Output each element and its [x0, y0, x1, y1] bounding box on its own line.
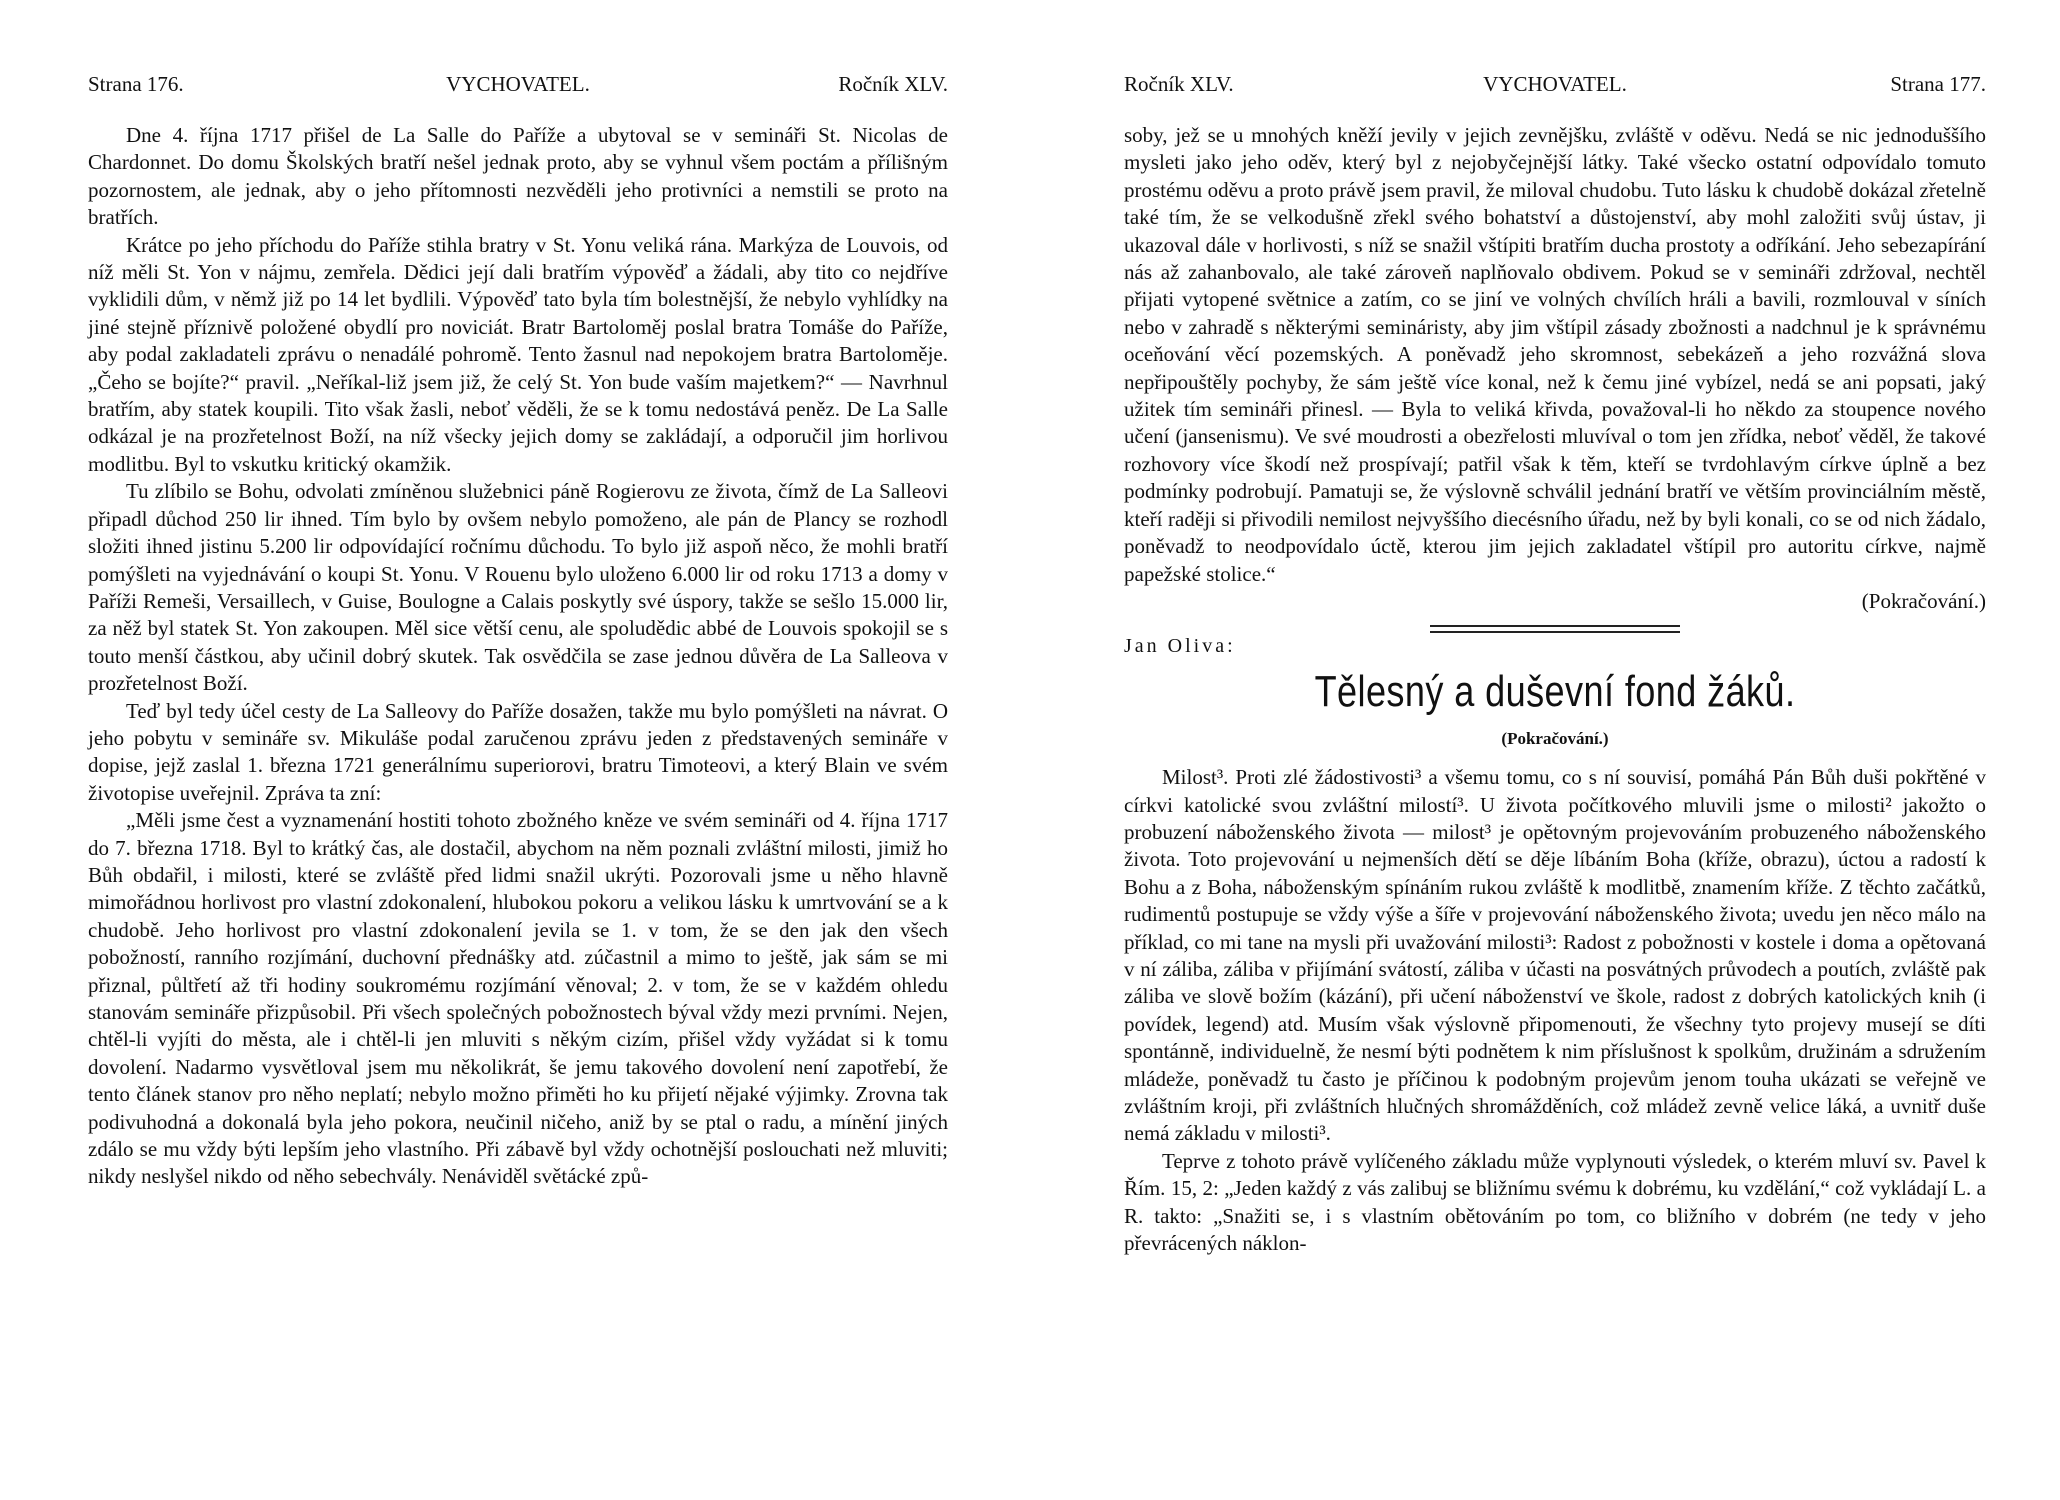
paragraph: Dne 4. října 1717 přišel de La Salle do Paříže a ubytoval se v semináři St. Nicolas de Chardonnet. Do domu Školských bratří nešel jednak proto, aby se vyhnul všem poctám a přílišným pozornostem, ale jednak, aby o jeho přítomnosti nezvěděli jeho protivníci a nemstili se proto na bratřích.: [88, 123, 948, 230]
right-page: [1124, 0, 1986, 1500]
journal-title: VYCHOVATEL.: [1483, 72, 1627, 96]
right-page-body: [1124, 122, 1986, 1257]
continued-label: (Pokračování.): [1861, 588, 1986, 613]
journal-title: VYCHOVATEL.: [446, 72, 590, 96]
left-page-header: [88, 72, 948, 102]
continued-note-row: [1124, 588, 1986, 615]
section-divider: [1430, 625, 1680, 633]
paragraph: Teď byl tedy účel cesty de La Salleovy do Paříže dosažen, takže mu bylo pomýšleti na návrat. O jeho pobytu v semináře sv. Mikuláše podal zaručenou zprávu jeden z představených semináře v dopise, jejž zaslal 1. března 1721 generálnímu superiorovi, bratru Timoteovi, a který Blain ve svém životopise uveřejnil. Zpráva ta zní:: [88, 698, 948, 805]
volume-label: Ročník XLV.: [838, 72, 948, 96]
right-page-header: [1124, 72, 1986, 102]
paragraph: Teprve z tohoto právě vylíčeného základu může vyplynouti výsledek, o kterém mluví sv. Pavel k Řím. 15, 2: „Jeden každý z vás zalibuj se bližnímu svému k dobrému, ku vzdělání,“ což vykládají L. a R. takto: „Snažiti se, i s vlastním obětováním po tom, co bližního v dobrém (ne tedy v jeho převrácených náklon-: [1124, 1148, 1986, 1256]
paragraph: Tu zlíbilo se Bohu, odvolati zmíněnou služebnici páně Rogierovu ze života, čímž de La Salleovi připadl důchod 250 lir ihned. Tím bylo by ovšem nebylo pomoženo, ale pán de Plancy se rozhodl složiti ihned jistinu 5.200 lir odpovídající ročnímu důchodu. To bylo již aspoň něco, že mohli bratří pomýšleti na vyjednávání o koupi St. Yonu. V Rouenu bylo uloženo 6.000 lir od roku 1713 a domy v Paříži Remeši, Versaillech, v Guise, Boulogne a Calais poskytly své úspory, takže se sešlo 15.000 lir, za něž byl statek St. Yon zakoupen. Měl sice větší cenu, ale spoludědic abbé de Louvois spokojil se s touto menší částkou, aby učinil dobrý skutek. Tak osvědčila se zase jednou důvěra de La Salleova v prozřetelnost Boží.: [88, 479, 948, 696]
paragraph: Milost³. Proti zlé žádostivosti³ a všemu tomu, co s ní souvisí, pomáhá Pán Bůh duši pokřtěné v církvi katolické svou zvláštní milostí³. U života počítkového mluvili jsme o milosti² jakožto o probuzení náboženského života — milost³ je opětovným projevováním probuzeného náboženského života. Toto projevování u nejmenších dětí se děje líbáním Boha (kříže, obrazu), úctou a radostí k Bohu a z Boha, náboženským spínáním rukou zvláště k modlitbě, znamením kříže. Z těchto začátků, rudimentů postupuje se vždy výše a šíře v projevování náboženského života; uvedu jen něco málo na příklad, co mi tane na mysli při uvažování milosti³: Radost z pobožnosti v kostele i doma a opětovaná v ní záliba, záliba v přijímání svátostí, záliba v účasti na posvátných průvodech a poutích, zvláště pak záliba ve slově božím (kázání), při učení náboženství ve škole, radost z dobrých katolických knih (i povídek, legend) atd. Musím však výslovně připomenouti, že všechny tyto projevy musejí se díti spontánně, individuelně, že nesmí býti podnětem k nim příslušnost k spolkům, družinám a sdružením mládeže, poněvadž tu často je příčinou k podobným projevům jenom touha ukázati se veřejně ve zvláštním kroji, při zvláštních hlučných shromážděních, což mládež zevně velice láká, a uvnitř duše nemá základu v milosti³.: [1124, 765, 1986, 1146]
page-number: Strana 176.: [88, 72, 184, 96]
left-page-body: [88, 122, 948, 1191]
quoted-paragraph: „Měli jsme čest a vyznamenání hostiti tohoto zbožného kněze ve svém semináři od 4. října 1717 do 7. března 1718. Byl to krátký čas, ale dostačil, abychom na něm poznali zvláštní milosti, jimiž ho Bůh obdařil, i milosti, které se zvláště před lidmi snažil ukrýti. Pozorovali jsme u něho hlavně mimořádnou horlivost pro vlastní zdokonalení, hlubokou pokoru a velikou lásku k umrtvování se a k chudobě. Jeho horlivost pro vlastní zdokonalení jevila se 1. v tom, že se den jak den všech pobožností, ranního rozjímání, duchovní přednášky atd. zúčastnil a mimo to ještě, jak sám se mi přiznal, půltřetí až tři hodiny soukromému rozjímání věnoval; 2. v tom, že se v každém ohledu stanovám semináře přizpůsobil. Při všech společných pobožnostech býval vždy mezi prvními. Nejen, chtěl-li vyjíti do města, ale i chtěl-li jen mluviti s někým cizím, přišel vždy vyžádat si k tomu dovolení. Nadarmo vysvětloval jsem mu několikrát, še jemu takového dovolení není zapotřebí, že tento článek stanov pro něho neplatí; nebylo možno přiměti ho ku přijetí nějaké výjimky. Zrovna tak podivuhodná a dokonalá byla jeho pokora, neučinil ničeho, aniž by se ptal o radu, a mínění jiných zdálo se mu vždy býti lepším jeho vlastního. Při zábavě byl vždy ochotnější poslouchati než mluviti; nikdy neslyšel nikdo od něho sebechvály. Nenáviděl světácké způ-: [88, 808, 948, 1189]
article-author: Jan Oliva:: [1124, 635, 1236, 658]
article-subtitle: (Pokračování.): [1501, 728, 1609, 748]
continued-paragraph: soby, jež se u mnohých kněží jevily v jejich zevnějšku, zvláště v oděvu. Nedá se nic jednoduššího mysleti jako jeho oděv, který byl z nejobyčejnější látky. Také všecko ostatní odpovídalo tomuto prostému oděvu a proto právě jsem pravil, že miloval chudobu. Tuto lásku k chudobě dokázal zřetelně také tím, že se velkodušně zřekl svého bohatství a důstojenství, aby mohl založiti svůj ústav, ji ukazoval dále v horlivosti, s níž se snažil vštípiti bratřím ducha prostoty a odříkání. Jeho sebezapírání nás až zahanbovalo, ale také zároveň naplňovalo obdivem. Pokud se v semináři zdržoval, nechtěl přijati vytopené světnice a zatím, co se jiní ve volných chvílích hráli a bavili, rozmlouval v síních nebo v zahradě s některými semináristy, aby jim vštípil zásady zbožnosti a nadchnul je k správnému oceňování věcí pozemských. A poněvadž jeho skromnost, sebekázeň a jeho rozvážná slova nepřipouštěly pochyby, že sám ještě více konal, než k čemu jiné vybízel, nedá se ani popsati, jaký užitek tím semináři přinesl. — Byla to veliká křivda, považoval-li ho někdo za stoupence nového učení (jansenismu). Ve své moudrosti a obezřelosti mluvíval o tom jen zřídka, neboť věděl, že takové rozhovory více škodí než prospívají; patřil však k těm, kteří se tvrdohlavým církve úplně a bez podmínky podrobují. Pamatuji se, že výslovně schválil jednání bratří ve větším provinciálním městě, kteří raději si přivodili nemilost nejvyššího diecésního úřadu, než by byli konali, co se od nich žádalo, poněvadž to neodpovídalo úctě, kterou jim jejich zakladatel vštípil pro autoritu církve, najmě papežské stolice.“: [1124, 123, 1986, 586]
article-title: Tělesný a duševní fond žáků.: [1314, 666, 1796, 716]
left-page: [88, 0, 948, 1500]
paragraph: Krátce po jeho příchodu do Paříže stihla bratry v St. Yonu veliká rána. Markýza de Louvois, od níž měli St. Yon v nájmu, zemřela. Dědici její dali bratřím výpověď a žádali, aby tito co nejdříve vyklidili dům, v němž již po 14 let bydlili. Výpověď tato byla tím bolestnější, že nebylo vyhlídky na jiné stejně příznivě položené obydlí pro noviciát. Bratr Bartoloměj poslal bratra Tomáše do Paříže, aby podal zakladateli zprávu o nenadálé pohromě. Tento žasnul nad nepokojem bratra Bartoloměje. „Čeho se bojíte?“ pravil. „Neříkal-liž jsem již, že celý St. Yon bude vaším majetkem?“ — Navrhnul bratřím, aby statek koupili. Tito však žasli, neboť věděli, že se k tomu nedostává peněz. De La Salle odkázal je na prozřetelnost Boží, na níž všecky jejich domy se zakládají, a odporučil jim horlivou modlitbu. Byl to vskutku kritický okamžik.: [88, 232, 948, 476]
page-number: Strana 177.: [1890, 72, 1986, 96]
volume-label: Ročník XLV.: [1124, 72, 1234, 96]
